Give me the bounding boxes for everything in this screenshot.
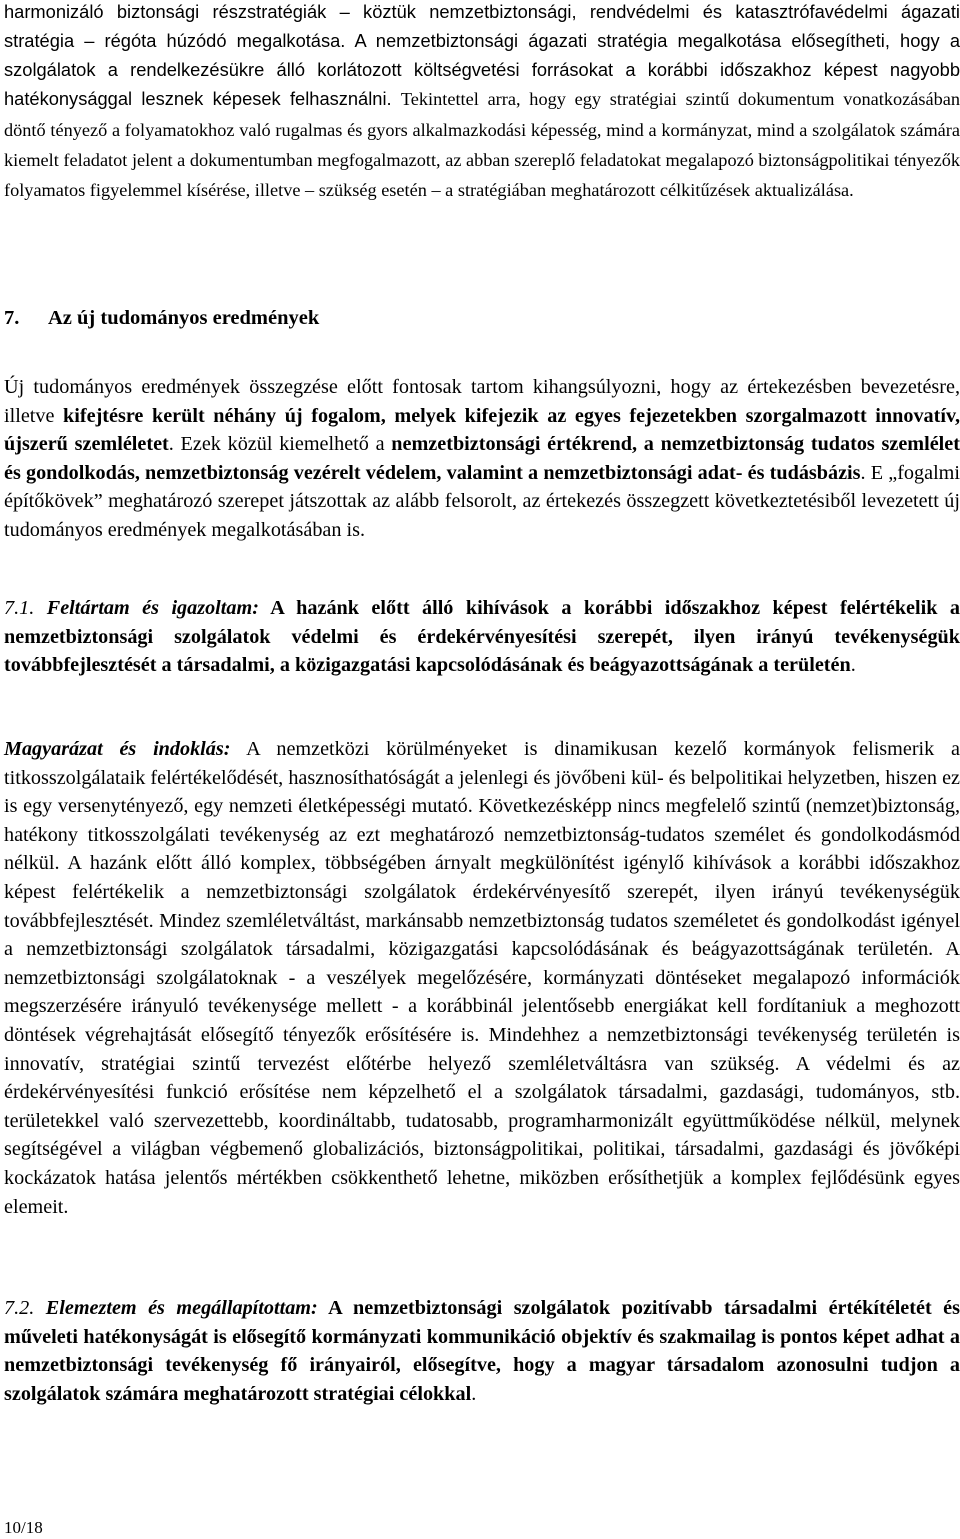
- result-7-1-paragraph: [4, 594, 960, 680]
- result-7-1-statement: A hazánk előtt álló kihívások a korábbi időszakhoz képest felértékelik a nemzetbiztonsági szolgálatok védelmi és érdekérvényesítési szerepét, ilyen irányú tevékenységük továbbfejlesztését a társadalmi, a közigazgatási kapcsolódásának és beágyazottságának a területén: [4, 597, 960, 677]
- section-number: 7.: [4, 307, 20, 329]
- explanation-paragraph: [4, 735, 960, 1221]
- results-intro-paragraph: [4, 373, 960, 545]
- result-7-2-paragraph: [4, 1294, 960, 1408]
- result-7-2-label: Elemeztem és megállapítottam:: [45, 1297, 318, 1319]
- section-heading: [4, 304, 944, 332]
- result-7-2-number: 7.2.: [4, 1297, 46, 1319]
- explanation-label: Magyarázat és indoklás:: [4, 738, 231, 760]
- section-title: Az új tudományos eredmények: [48, 307, 320, 329]
- para1-text2: . Ezek közül kiemelhető a: [168, 433, 392, 456]
- result-7-1-end: .: [850, 654, 856, 677]
- para1-bold1: kifejtésre került néhány új fogalom, melyek kifejezik az egyes fejezetekben szorgalmazott innovatív, újszerű szemléletet: [4, 404, 960, 456]
- result-7-1-number: 7.1.: [4, 597, 47, 619]
- intro-paragraph: [4, 0, 960, 205]
- explanation-text: A nemzetközi körülményeket is dinamikusan kezelő kormányok felismerik a titkosszolgálataik felértékelődését, hasznosíthatóságát a jelenlegi és jövőbeni kül- és belpolitikai helyzetben, hiszen ez is egy versenytényező, egy nemzeti életképességi mutató. Következésképp nincs megfelelő szintű (nemzet)biztonság, hatékony titkosszolgálati tevékenység az ezt meghatározó nemzetbiztonság-tudatos személet és gondolkodásmód nélkül. A hazánk előtt álló komplex, többségében árnyalt megkülönítést igénylő kihívások a korábbi időszakhoz képest felértékelik a nemzetbiztonsági szolgálatok érdekérvényesítő szerepét, ilyen irányú tevékenységük továbbfejlesztését. Mindez szemléletváltást, markánsabb nemzetbiztonság tudatos személetet és gondolkodást igényel a nemzetbiztonsági szolgálatok társadalmi, közigazgatási kapcsolódásának és beágyazottságának területén. A nemzetbiztonsági szolgálatoknak - a veszélyek megelőzésére, kormányzati döntéseket megalapozó információk megszerzésére irányuló tevékenysége mellett - a korábbinál jelentősebb energiákat kell fordítaniuk a meghozott döntések végrehajtását elősegítő tényezők erősítésére is. Mindehhez a nemzetbiztonsági tevékenység területén is innovatív, stratégiai szintű tervezést előtérbe helyező szemléletváltásra van szükség. A védelmi és az érdekérvényesítési funkció erősítése nem képzelhető el a szolgálatok társadalmi, gazdasági, tudományos, stb. területekkel való szervezettebb, koordináltabb, tudatosabb, programharmonizált együttműködése nélkül, melynek segítségével a világban végbemenő globalizációs, biztonságpolitikai, politikai, társadalmi, gazdasági és jövőképi kockázatok hatása jelentős mértékben csökkenthető lehetne, miközben erősíthetjük a komplex fejlődésünk egyes elemeit.: [4, 738, 960, 1218]
- result-7-1-label: Feltártam és igazoltam:: [46, 597, 259, 619]
- intro-text-part1: harmonizáló biztonsági részstratégiák – köztük nemzetbiztonsági, rendvédelmi és katasztrófavédelmi ágazati stratégia – régóta húzódó megalkotása. A nemzetbiztonsági ágazati stratégia megalkotása elősegítheti, hogy a szolgálatok a rendelkezésükre álló korlátozott költségvetési forrásokat a korábbi időszakhoz képest nagyobb hatékonysággal lesznek képesek felhasználni.: [4, 1, 960, 110]
- result-7-2-end: .: [471, 1382, 477, 1405]
- para1-text3: . E „fogalmi építőkövek” meghatározó szerepet játszottak az alább felsorolt, az értekezés összegzett következtetésiből levezetett új tudományos eredmények megalkotásában is.: [4, 461, 960, 541]
- intro-text-part2: Tekintettel arra, hogy egy stratégiai szintű dokumentum vonatkozásában döntő tényező a folyamatokhoz való rugalmas és gyors alkalmazkodási képesség, mind a kormányzat, mind a szolgálatok számára kiemelt feladatot jelent a dokumentumban megfogalmazott, az abban szereplő feladatokat megalapozó biztonságpolitikai tényezők folyamatos figyelemmel kísérése, illetve – szükség esetén – a stratégiában meghatározott célkitűzések aktualizálása.: [4, 89, 960, 200]
- page-number: 10/18: [4, 1518, 43, 1537]
- result-7-2-statement: A nemzetbiztonsági szolgálatok pozitívabb társadalmi értékítéletét és műveleti hatékonyságát is elősegítő kormányzati kommunikáció objektív és szakmailag is pontos képet adhat a nemzetbiztonsági tevékenység fő irányairól, elősegítve, hogy a magyar társadalom azonosulni tudjon a szolgálatok számára meghatározott stratégiai célokkal: [4, 1297, 960, 1405]
- para1-text1: Új tudományos eredmények összegzése előtt fontosak tartom kihangsúlyozni, hogy az értekezésben bevezetésre, illetve: [4, 376, 960, 427]
- para1-bold2: nemzetbiztonsági értékrend, a nemzetbiztonság tudatos szemlélet és gondolkodás, nemzetbiztonság vezérelt védelem, valamint a nemzetbiztonsági adat- és tudásbázis: [4, 433, 960, 484]
